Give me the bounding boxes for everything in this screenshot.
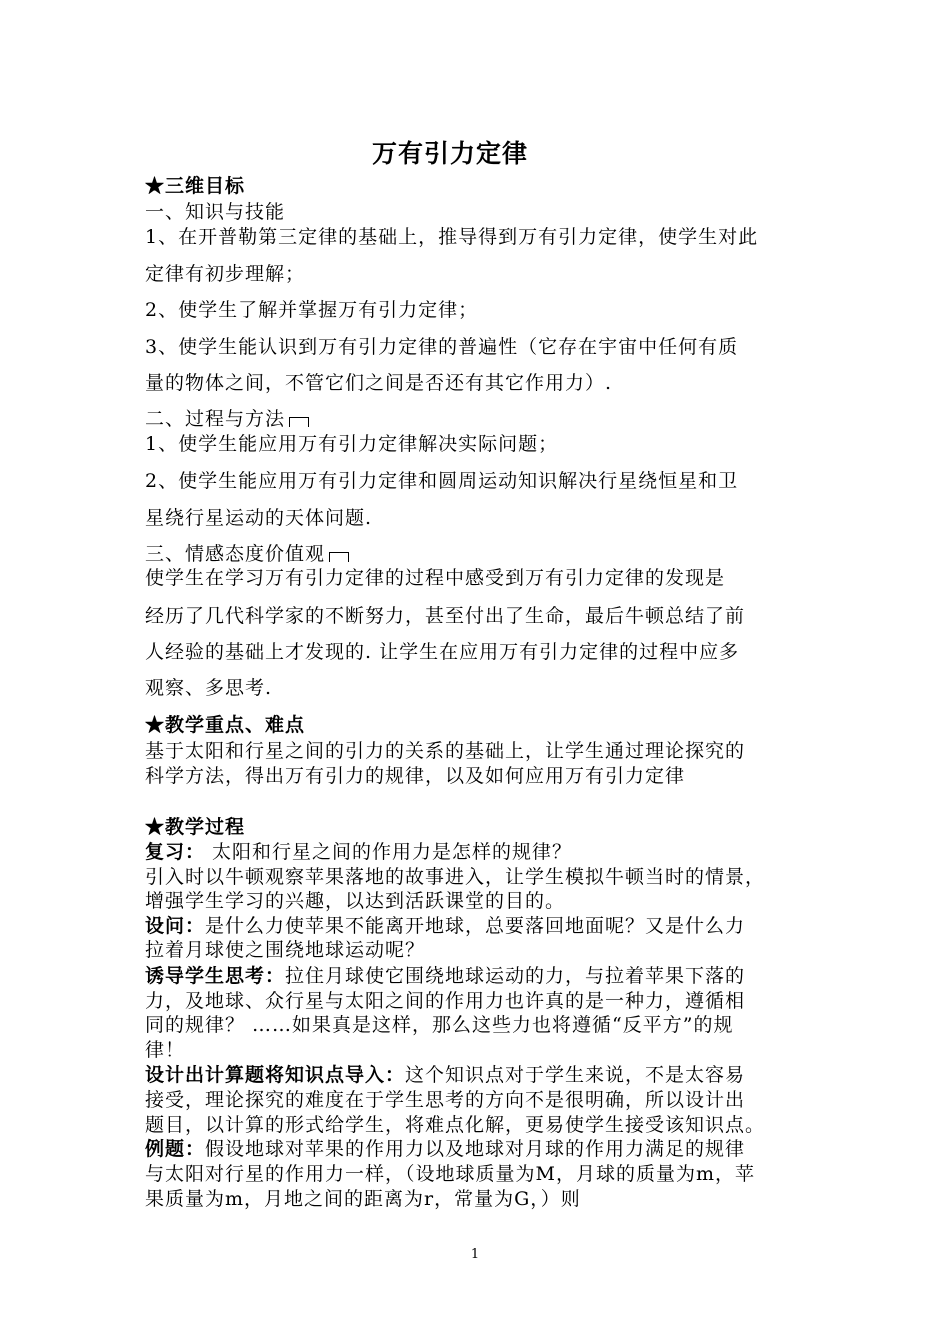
guide-text: 拉住月球使它围绕地球运动的力，与拉着苹果下落的 (285, 965, 746, 987)
process-heading-line (145, 407, 309, 431)
ask-text: 是什么力使苹果不能离开地球，总要落回地面呢？又是什么力 (205, 915, 746, 937)
design-line (145, 1063, 745, 1087)
text-line: 2、使学生了解并掌握万有引力定律； (145, 299, 479, 321)
goals-heading: ★三维目标 (145, 175, 246, 197)
key-heading: ★教学重点、难点 (145, 714, 306, 736)
page-title: 万有引力定律 (371, 139, 528, 168)
example-text: 假设地球对苹果的作用力以及地球对月球的作用力满足的规律 (205, 1138, 746, 1160)
text-line: 1、使学生能应用万有引力定律解决实际问题； (145, 433, 559, 455)
text-line: 增强学生学习的兴趣，以达到活跃课堂的目的。 (145, 890, 566, 912)
text-line: 3、使学生能认识到万有引力定律的普遍性（它存在宇宙中任何有质 (145, 336, 739, 358)
text-line: 人经验的基础上才发现的. 让学生在应用万有引力定律的过程中应多 (145, 641, 740, 663)
review-label: 复习： (145, 841, 206, 863)
emotion-heading: 三、情感态度价值观 (145, 543, 326, 565)
text-line: 接受，理论探究的难度在于学生思考的方向不是很明确，所以设计出 (145, 1089, 746, 1111)
text-line: 与太阳对行星的作用力一样，（设地球质量为M，月球的质量为m，苹 (145, 1163, 755, 1185)
example-label: 例题： (145, 1138, 206, 1160)
review-text: 太阳和行星之间的作用力是怎样的规律？ (205, 841, 573, 863)
text-line: 经历了几代科学家的不断努力，甚至付出了生命，最后牛顿总结了前 (145, 605, 746, 627)
text-line: 定律有初步理解； (145, 263, 306, 285)
knowledge-heading: 一、知识与技能 (145, 201, 286, 223)
emotion-heading-line (145, 542, 349, 566)
page-number: 1 (470, 1247, 480, 1262)
text-line: 观察、多思考. (145, 677, 273, 699)
paragraph-mark-icon (329, 552, 349, 562)
ask-label: 设问： (145, 915, 206, 937)
text-line: 引入时以牛顿观察苹果落地的故事进入，让学生模拟牛顿当时的情景， (145, 866, 766, 888)
text-line: 拉着月球使之围绕地球运动呢？ (145, 939, 426, 961)
text-line: 力，及地球、众行星与太阳之间的作用力也许真的是一种力，遵循相 (145, 990, 746, 1012)
text-line: 同的规律？ ……如果真是这样，那么这些力也将遵循“反平方”的规 (145, 1014, 734, 1036)
review-line (145, 840, 572, 864)
design-label: 设计出计算题将知识点导入： (145, 1064, 406, 1086)
guide-label: 诱导学生思考： (145, 965, 286, 987)
text-line: 果质量为m，月地之间的距离为r，常量为G，）则 (145, 1188, 581, 1210)
text-line: 1、在开普勒第三定律的基础上，推导得到万有引力定律，使学生对此 (145, 226, 759, 248)
guide-line (145, 964, 745, 988)
text-line: 科学方法，得出万有引力的规律，以及如何应用万有引力定律 (145, 765, 686, 787)
paragraph-mark-icon (289, 417, 309, 427)
text-line: 使学生在学习万有引力定律的过程中感受到万有引力定律的发现是 (145, 567, 726, 589)
design-text: 这个知识点对于学生来说，不是太容易 (405, 1064, 746, 1086)
proc-heading: ★教学过程 (145, 816, 246, 838)
example-line (145, 1137, 745, 1161)
text-line: 星绕行星运动的天体问题. (145, 507, 373, 529)
text-line: 基于太阳和行星之间的引力的关系的基础上，让学生通过理论探究的 (145, 740, 746, 762)
process-heading: 二、过程与方法 (145, 408, 286, 430)
ask-line (145, 914, 745, 938)
text-line: 2、使学生能应用万有引力定律和圆周运动知识解决行星绕恒星和卫 (145, 470, 739, 492)
text-line: 题目，以计算的形式给学生，将难点化解，更易使学生接受该知识点。 (145, 1114, 766, 1136)
text-line: 律！ (145, 1039, 186, 1061)
text-line: 量的物体之间，不管它们之间是否还有其它作用力）. (145, 372, 613, 394)
